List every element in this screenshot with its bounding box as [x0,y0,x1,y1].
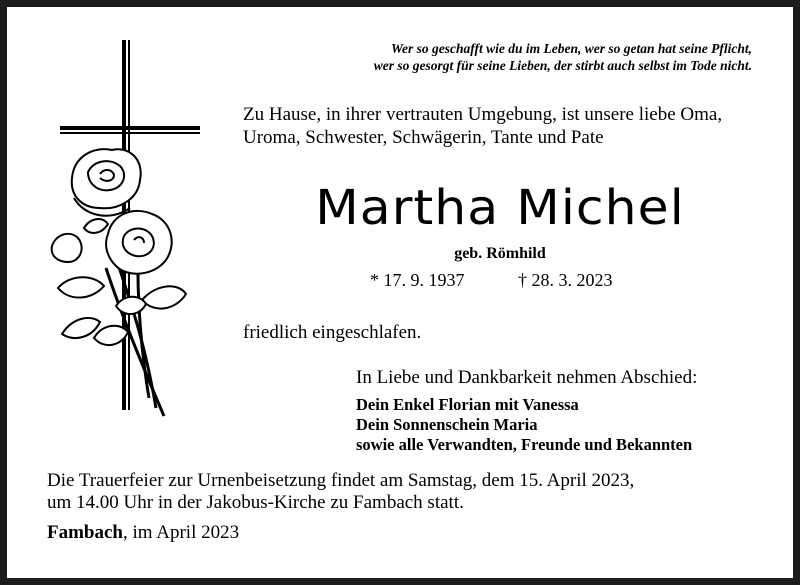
cross-and-roses-illustration [44,38,204,428]
quote-line-2: wer so gesorgt für seine Lieben, der stirbt auch selbst im Tode nicht. [373,58,752,73]
memorial-quote [232,40,752,74]
funeral-service-info [47,470,634,514]
mourner-line: Dein Enkel Florian mit Vanessa [356,395,579,414]
birth-date: * 17. 9. 1937 [370,270,465,290]
place-and-date [47,522,239,544]
date-text: , im April 2023 [123,522,240,543]
quote-line-1: Wer so geschafft wie du im Leben, wer so getan hat seine Pflicht, [391,41,752,56]
roses-icon [52,149,186,416]
mourners-list [356,395,692,455]
farewell-intro: In Liebe und Dankbarkeit nehmen Abschied: [356,367,698,388]
intro-line-1: Zu Hause, in ihrer vertrauten Umgebung, ist unsere liebe Oma, [243,104,723,125]
intro-line-2: Uroma, Schwester, Schwägerin, Tante und Pate [243,127,604,148]
birth-name: geb. Römhild [454,245,546,262]
mourner-line: Dein Sonnenschein Maria [356,415,538,434]
announcement-intro [243,103,773,149]
life-dates [370,270,650,291]
death-date: † 28. 3. 2023 [518,270,613,290]
mourner-line: sowie alle Verwandten, Freunde und Bekannten [356,435,693,454]
deceased-name: Martha Michel [315,180,685,236]
passing-text: friedlich eingeschlafen. [243,322,422,343]
service-line-2: um 14.00 Uhr in der Jakobus-Kirche zu Fambach statt. [47,492,464,513]
service-line-1: Die Trauerfeier zur Urnenbeisetzung findet am Samstag, dem 15. April 2023, [47,470,635,491]
place-name: Fambach [47,522,123,543]
